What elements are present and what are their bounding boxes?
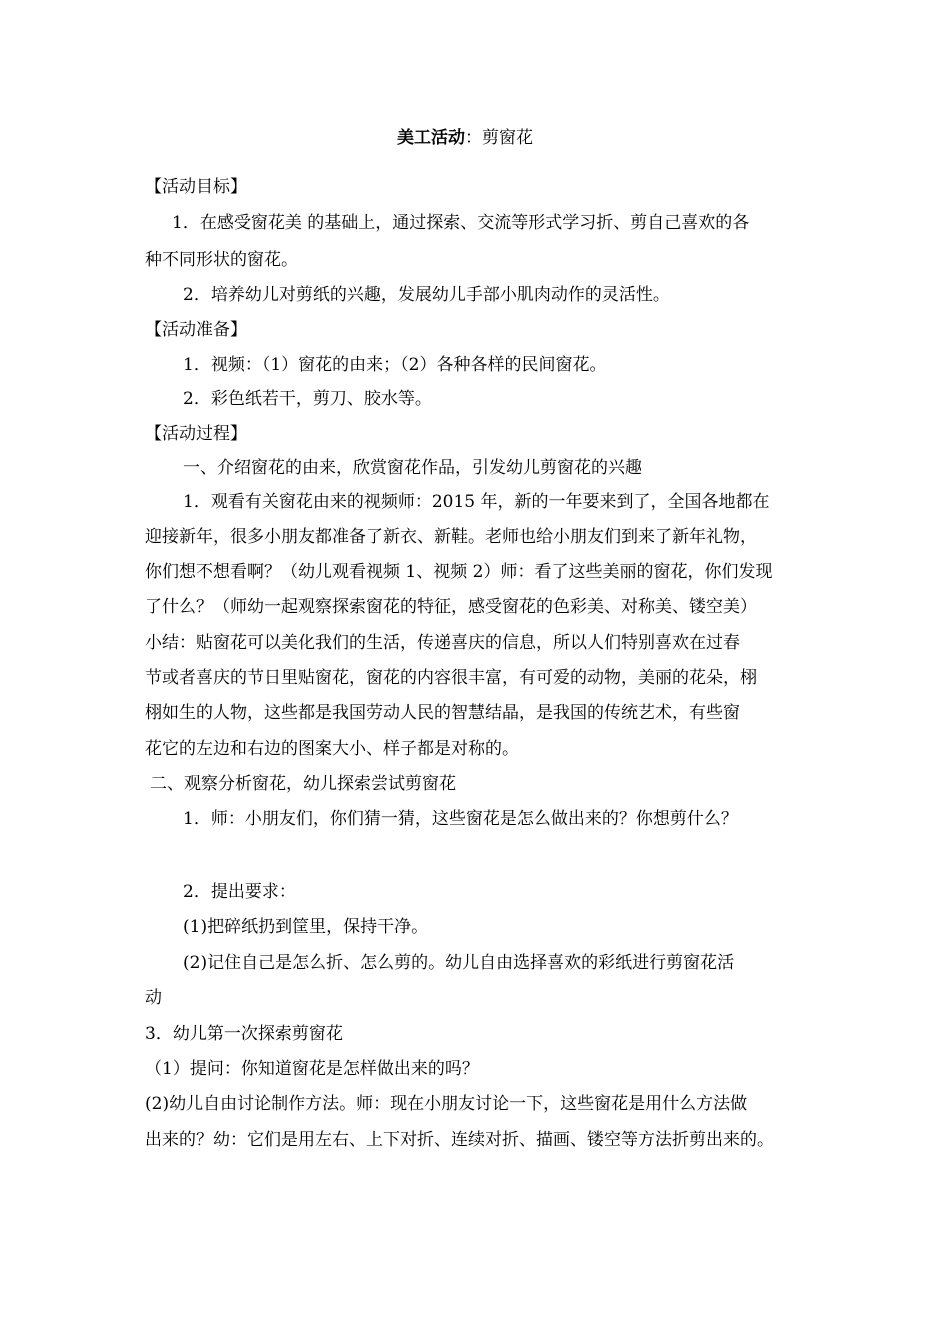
part-2-question-2: 2．提出要求： xyxy=(183,882,296,902)
prep-2: 2．彩色纸若干，剪刀、胶水等。 xyxy=(183,389,432,409)
part-1-line-3: 你们想不想看啊？（幼儿观看视频 1、视频 2）师：看了这些美丽的窗花，你们发现 xyxy=(145,562,773,582)
requirement-1: (1)把碎纸扔到筐里，保持干净。 xyxy=(183,917,429,937)
goals-heading: 【活动目标】 xyxy=(145,177,247,197)
title-rest: ：剪窗花 xyxy=(465,128,533,148)
part-1-heading: 一、介绍窗花的由来，欣赏窗花作品，引发幼儿剪窗花的兴趣 xyxy=(183,458,642,478)
step-3-question-1: （1）提问：你知道窗花是怎样做出来的吗？ xyxy=(145,1059,479,1079)
prep-heading: 【活动准备】 xyxy=(145,320,247,340)
part-1-line-4: 了什么？（师幼一起观察探索窗花的特征，感受窗花的色彩美、对称美、镂空美） xyxy=(145,597,757,617)
part-1-line-8: 花它的左边和右边的图案大小、样子都是对称的。 xyxy=(145,739,519,759)
step-3-question-2-line1: (2)幼儿自由讨论制作方法。师：现在小朋友讨论一下，这些窗花是用什么方法做 xyxy=(145,1094,748,1114)
part-1-line-2: 迎接新年，很多小朋友都准备了新衣、新鞋。老师也给小朋友们到来了新年礼物， xyxy=(145,527,757,547)
step-3-heading: 3．幼儿第一次探索剪窗花 xyxy=(145,1024,343,1044)
page-title xyxy=(397,128,533,148)
title-bold: 美工活动 xyxy=(397,128,465,148)
requirement-2-line1: (2)记住自己是怎么折、怎么剪的。幼儿自由选择喜欢的彩纸进行剪窗花活 xyxy=(183,953,735,973)
goal-2: 2．培养幼儿对剪纸的兴趣，发展幼儿手部小肌肉动作的灵活性。 xyxy=(183,285,670,305)
part-1-line-7: 栩如生的人物，这些都是我国劳动人民的智慧结晶，是我国的传统艺术，有些窗 xyxy=(145,703,740,723)
step-3-question-2-line2: 出来的？幼：它们是用左右、上下对折、连续对折、描画、镂空等方法折剪出来的。 xyxy=(145,1130,774,1150)
part-2-question-1: 1．师：小朋友们，你们猜一猜，这些窗花是怎么做出来的？你想剪什么？ xyxy=(183,809,738,829)
part-2-heading: 二、观察分析窗花，幼儿探索尝试剪窗花 xyxy=(150,774,456,794)
process-heading: 【活动过程】 xyxy=(145,424,247,444)
part-1-line-6: 节或者喜庆的节日里贴窗花，窗花的内容很丰富，有可爱的动物，美丽的花朵，栩 xyxy=(145,668,757,688)
part-1-line-1: 1．观看有关窗花由来的视频师：2015 年，新的一年要来到了，全国各地都在 xyxy=(183,492,770,512)
part-1-line-5: 小结：贴窗花可以美化我们的生活，传递喜庆的信息，所以人们特别喜欢在过春 xyxy=(145,633,740,653)
goal-1-line1: 1．在感受窗花美 的基础上，通过探索、交流等形式学习折、剪自己喜欢的各 xyxy=(172,213,750,233)
requirement-2-line2: 动 xyxy=(145,988,162,1008)
prep-1: 1．视频：（1）窗花的由来；（2）各种各样的民间窗花。 xyxy=(183,355,607,375)
goal-1-line2: 种不同形状的窗花。 xyxy=(145,250,298,270)
